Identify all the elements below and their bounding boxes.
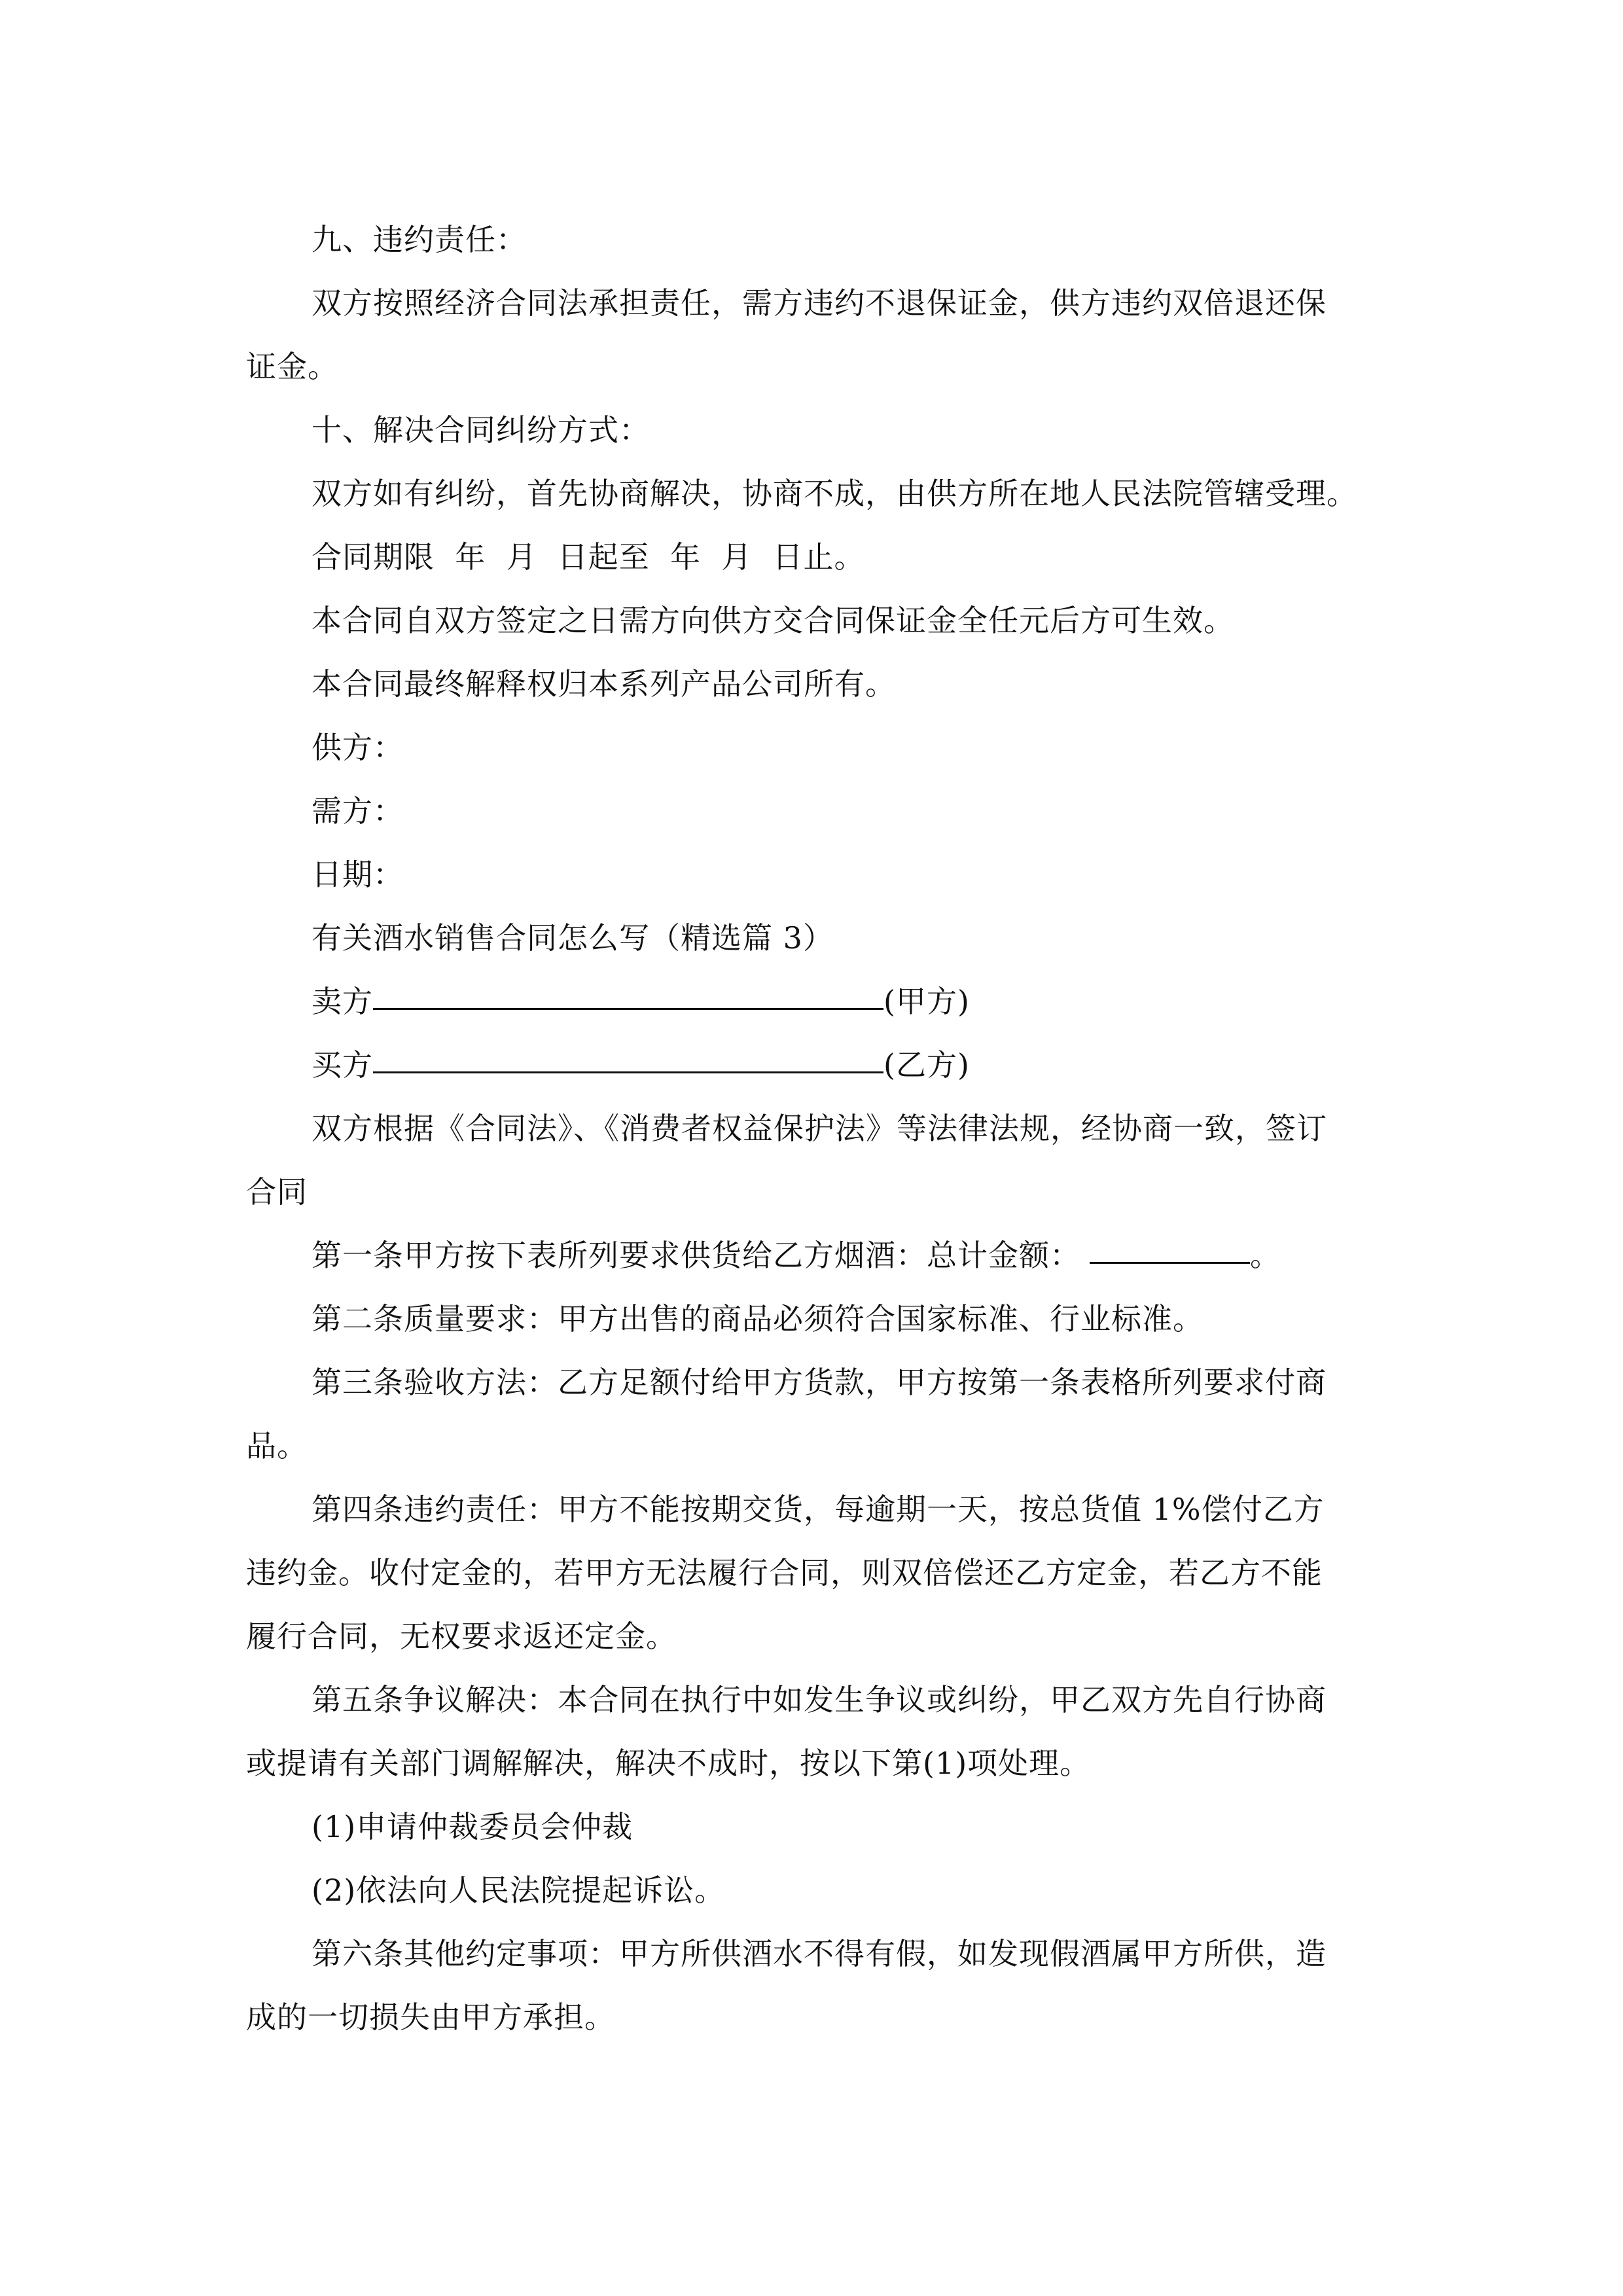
seller-blank [373, 970, 883, 1010]
paragraph-line: 履行合同，无权要求返还定金。 [246, 1619, 677, 1654]
paragraph-line: 本合同自双方签定之日需方向供方交合同保证金全任元后方可生效。 [312, 603, 1234, 638]
article-two-line: 第二条质量要求：甲方出售的商品必须符合国家标准、行业标准。 [312, 1301, 1204, 1336]
section-ten-heading: 十、解决合同纠纷方式： [312, 412, 650, 448]
total-amount-blank [1090, 1224, 1250, 1264]
party-a-label: (甲方) [883, 984, 970, 1019]
paragraph-line: 双方根据《合同法》、《消费者权益保护法》等法律法规，经协商一致，签订 [312, 1111, 1327, 1146]
paragraph-line: 证金。 [246, 349, 338, 384]
paragraph-line: 双方按照经济合同法承担责任，需方违约不退保证金，供方违约双倍退还保 [312, 285, 1327, 321]
buyer-blank [373, 1033, 883, 1073]
section-title: 有关酒水销售合同怎么写（精选篇 3） [312, 920, 834, 956]
buyer-line [246, 1033, 1378, 1097]
article-one-line [246, 1224, 1378, 1287]
article-one-text: 第一条甲方按下表所列要求供货给乙方烟酒：总计金额： [312, 1238, 1080, 1273]
article-four-line: 第四条违约责任：甲方不能按期交货，每逾期一天，按总货值 1%偿付乙方 [312, 1492, 1325, 1527]
buyer-signature-label: 需方： [312, 793, 404, 829]
contract-term-line: 合同期限 年 月 日起至 年 月 日止。 [312, 539, 865, 575]
date-label: 日期： [312, 857, 404, 892]
paragraph-line: 双方如有纠纷，首先协商解决，协商不成，由供方所在地人民法院管辖受理。 [312, 476, 1357, 511]
article-three-line: 第三条验收方法：乙方足额付给甲方货款，甲方按第一条表格所列要求付商 [312, 1365, 1327, 1400]
article-five-line: 第五条争议解决：本合同在执行中如发生争议或纠纷，甲乙双方先自行协商 [312, 1682, 1327, 1717]
paragraph-line: 本合同最终解释权归本系列产品公司所有。 [312, 666, 896, 702]
section-nine-heading: 九、违约责任： [312, 222, 527, 257]
paragraph-line: 成的一切损失由甲方承担。 [246, 2000, 615, 2035]
seller-line [246, 970, 1378, 1033]
paragraph-line: 合同 [246, 1174, 308, 1210]
supplier-signature-label: 供方： [312, 730, 404, 765]
buyer-label: 买方 [312, 1047, 373, 1083]
option-two-line: (2)依法向人民法院提起诉讼。 [312, 1873, 726, 1908]
party-b-label: (乙方) [883, 1047, 970, 1083]
article-one-end: 。 [1250, 1238, 1281, 1273]
option-one-line: (1)申请仲裁委员会仲裁 [312, 1809, 633, 1844]
document-page [246, 208, 1378, 2049]
paragraph-line: 违约金。收付定金的，若甲方无法履行合同，则双倍偿还乙方定金，若乙方不能 [246, 1555, 1323, 1590]
seller-label: 卖方 [312, 984, 373, 1019]
paragraph-line: 或提请有关部门调解解决，解决不成时，按以下第(1)项处理。 [246, 1746, 1091, 1781]
paragraph-line: 品。 [246, 1428, 308, 1463]
article-six-line: 第六条其他约定事项：甲方所供酒水不得有假，如发现假酒属甲方所供，造 [312, 1936, 1327, 1971]
